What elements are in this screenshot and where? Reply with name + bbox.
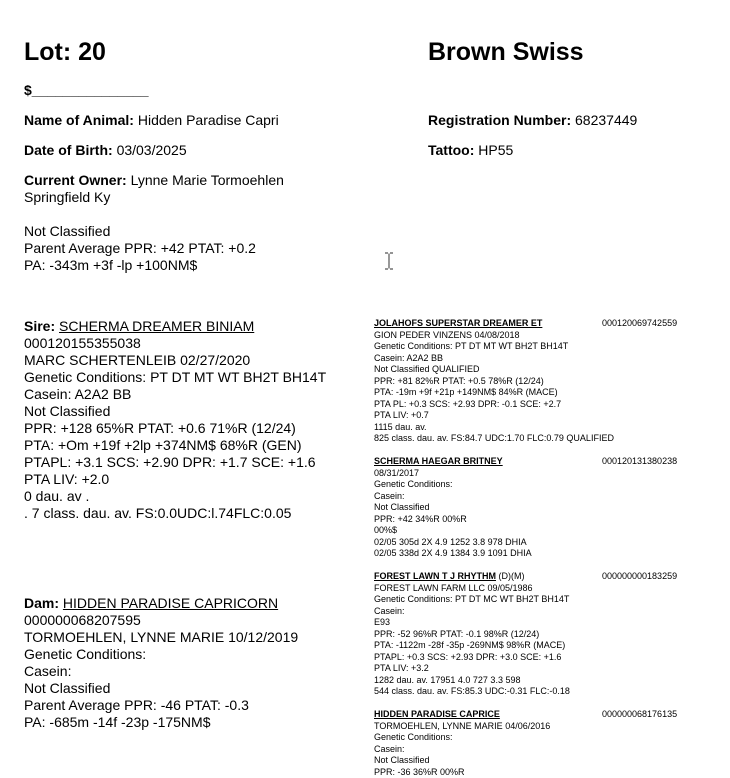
- detail-line: TORMOEHLEN, LYNNE MARIE 10/12/2019: [24, 629, 298, 646]
- owner-row: [24, 171, 284, 189]
- pedigree-name: SCHERMA HAEGAR BRITNEY: [374, 456, 503, 466]
- registration-number: 68237449: [575, 112, 637, 128]
- pedigree-id: 000000068176135: [602, 709, 677, 721]
- pedigree-line: Casein:: [374, 491, 694, 503]
- pedigree-line: FOREST LAWN FARM LLC 09/05/1986: [374, 583, 694, 595]
- pedigree-line: 825 class. dau. av. FS:84.7 UDC:1.70 FLC:0.79 QUALIFIED: [374, 433, 694, 445]
- sire-name: SCHERMA DREAMER BINIAM: [59, 318, 254, 334]
- sire-block: [24, 318, 326, 522]
- pedigree-line: GION PEDER VINZENS 04/08/2018: [374, 330, 694, 342]
- pedigree-id: 000120131380238: [602, 456, 677, 468]
- pedigree-line: 02/05 338d 2X 4.9 1384 3.9 1091 DHIA: [374, 548, 694, 560]
- dam-block: [24, 595, 298, 731]
- sire-heading: [24, 318, 326, 335]
- pedigree-line: PTAPL: +0.3 SCS: +2.93 DPR: +3.0 SCE: +1.6: [374, 652, 694, 664]
- detail-line: Parent Average PPR: -46 PTAT: -0.3: [24, 697, 298, 714]
- price-blank: $_______________: [24, 81, 149, 99]
- pedigree-heading: [374, 318, 694, 330]
- animal-parent-average: Parent Average PPR: +42 PTAT: +0.2: [24, 240, 256, 257]
- detail-line: Genetic Conditions:: [24, 646, 298, 663]
- detail-line: PTA: +Om +19f +2lp +374NM$ 68%R (GEN): [24, 437, 326, 454]
- pedigree-line: 08/31/2017: [374, 468, 694, 480]
- pedigree-heading: [374, 571, 694, 583]
- tattoo-value: HP55: [478, 142, 513, 158]
- pedigree-entry: [374, 318, 694, 445]
- pedigree-line: Genetic Conditions:: [374, 479, 694, 491]
- dob-label: Date of Birth:: [24, 142, 113, 158]
- pedigree-line: PPR: -52 96%R PTAT: -0.1 98%R (12/24): [374, 629, 694, 641]
- animal-name-label: Name of Animal:: [24, 112, 134, 128]
- sire-details: [24, 335, 326, 522]
- detail-line: . 7 class. dau. av. FS:0.0UDC:l.74FLC:0.05: [24, 505, 326, 522]
- pedigree-line: Casein:: [374, 606, 694, 618]
- pedigree-entry: [374, 456, 694, 560]
- dob-row: [24, 141, 187, 159]
- pedigree-entry: [374, 571, 694, 698]
- pedigree-id: 000000000183259: [602, 571, 677, 583]
- pedigree-line: TORMOEHLEN, LYNNE MARIE 04/06/2016: [374, 721, 694, 733]
- pedigree-line: 1115 dau. av.: [374, 422, 694, 434]
- dam-details: [24, 612, 298, 731]
- registration-label: Registration Number:: [428, 112, 571, 128]
- pedigree-line: Genetic Conditions: PT DT MT WT BH2T BH14T: [374, 341, 694, 353]
- pedigree-line: Not Classified: [374, 502, 694, 514]
- pedigree-entry: [374, 709, 694, 778]
- detail-line: 0 dau. av .: [24, 488, 326, 505]
- tattoo-row: [428, 141, 513, 159]
- pedigree-line: Casein: A2A2 BB: [374, 353, 694, 365]
- pedigree-name: JOLAHOFS SUPERSTAR DREAMER ET: [374, 318, 542, 328]
- lot-title: Lot: 20: [24, 37, 106, 67]
- pedigree-line: 544 class. dau. av. FS:85.3 UDC:-0.31 FLC:-0.18: [374, 686, 694, 698]
- animal-classification: Not Classified: [24, 223, 110, 240]
- pedigree-heading: [374, 709, 694, 721]
- dam-heading: [24, 595, 298, 612]
- owner-city: Springfield Ky: [24, 188, 110, 206]
- pedigree-id: 000120069742559: [602, 318, 677, 330]
- pedigree-line: PPR: -36 36%R 00%R: [374, 767, 694, 778]
- detail-line: Not Classified: [24, 403, 326, 420]
- pedigree-line: PPR: +42 34%R 00%R: [374, 514, 694, 526]
- breed-title: Brown Swiss: [428, 37, 584, 67]
- owner-label: Current Owner:: [24, 172, 127, 188]
- detail-line: Not Classified: [24, 680, 298, 697]
- pedigree-line: PTA: -19m +9f +21p +149NM$ 84%R (MACE): [374, 387, 694, 399]
- detail-line: Genetic Conditions: PT DT MT WT BH2T BH14T: [24, 369, 326, 386]
- detail-line: Casein:: [24, 663, 298, 680]
- pedigree-line: 1282 dau. av. 17951 4.0 727 3.3 598: [374, 675, 694, 687]
- pedigree-line: Not Classified: [374, 755, 694, 767]
- animal-name-row: [24, 111, 279, 129]
- pedigree-line: Casein:: [374, 744, 694, 756]
- text-cursor-icon: [383, 252, 395, 270]
- pedigree-suffix: (D)(M): [496, 571, 525, 581]
- pedigree-line: PTA PL: +0.3 SCS: +2.93 DPR: -0.1 SCE: +2.7: [374, 399, 694, 411]
- detail-line: PPR: +128 65%R PTAT: +0.6 71%R (12/24): [24, 420, 326, 437]
- pedigree-line: PTA LIV: +3.2: [374, 663, 694, 675]
- dam-name: HIDDEN PARADISE CAPRICORN: [63, 595, 278, 611]
- pedigree-line: PTA: -1122m -28f -35p -269NM$ 98%R (MACE): [374, 640, 694, 652]
- pedigree-line: PPR: +81 82%R PTAT: +0.5 78%R (12/24): [374, 376, 694, 388]
- pedigree-line: Not Classified QUALIFIED: [374, 364, 694, 376]
- pedigree-heading: [374, 456, 694, 468]
- tattoo-label: Tattoo:: [428, 142, 474, 158]
- pedigree-line: Genetic Conditions: PT DT MC WT BH2T BH14T: [374, 594, 694, 606]
- pedigree-line: 02/05 305d 2X 4.9 1252 3.8 978 DHIA: [374, 537, 694, 549]
- detail-line: 000120155355038: [24, 335, 326, 352]
- pedigree-name: HIDDEN PARADISE CAPRICE: [374, 709, 500, 719]
- pedigree-line: Genetic Conditions:: [374, 732, 694, 744]
- registration-row: [428, 111, 637, 129]
- pedigree-name: FOREST LAWN T J RHYTHM: [374, 571, 496, 581]
- detail-line: MARC SCHERTENLEIB 02/27/2020: [24, 352, 326, 369]
- detail-line: 000000068207595: [24, 612, 298, 629]
- pedigree-line: 00%$: [374, 525, 694, 537]
- animal-name: Hidden Paradise Capri: [138, 112, 279, 128]
- sire-label: Sire:: [24, 318, 55, 334]
- dob-value: 03/03/2025: [117, 142, 187, 158]
- pedigree-line: PTA LIV: +0.7: [374, 410, 694, 422]
- detail-line: PTA LIV: +2.0: [24, 471, 326, 488]
- dam-label: Dam:: [24, 595, 59, 611]
- detail-line: Casein: A2A2 BB: [24, 386, 326, 403]
- detail-line: PA: -685m -14f -23p -175NM$: [24, 714, 298, 731]
- pedigree-line: E93: [374, 617, 694, 629]
- detail-line: PTAPL: +3.1 SCS: +2.90 DPR: +1.7 SCE: +1.6: [24, 454, 326, 471]
- owner-name: Lynne Marie Tormoehlen: [131, 172, 284, 188]
- animal-pa: PA: -343m +3f -lp +100NM$: [24, 257, 197, 274]
